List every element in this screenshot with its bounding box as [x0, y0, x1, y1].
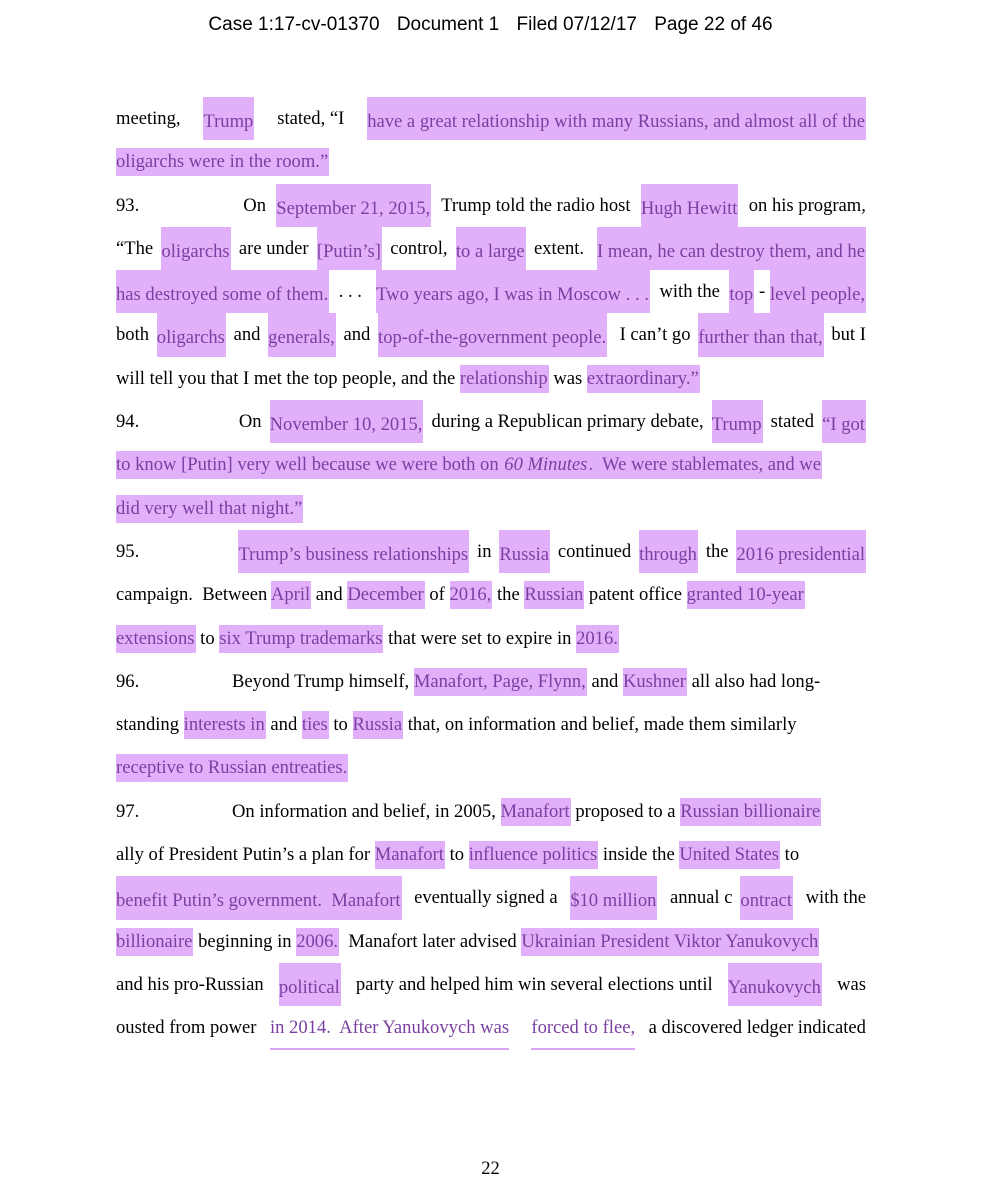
text-line [116, 270, 866, 313]
text-line [116, 530, 866, 573]
text-segment: a discovered ledger indicated [643, 1017, 866, 1039]
text-segment: on his program, [744, 194, 866, 216]
indent-spacer [179, 184, 238, 227]
text-line [116, 227, 866, 270]
page-number: 22 [481, 1158, 500, 1179]
text-line [116, 963, 866, 1006]
highlighted-text: ties [302, 711, 329, 739]
text-segment: will tell you that I met the top people, and the [116, 367, 460, 389]
text-segment: I can’t go [610, 324, 696, 346]
text-line [116, 443, 866, 486]
underlined-text: forced to flee, [531, 1006, 635, 1049]
text-segment: inside the [598, 844, 680, 866]
text-segment: campaign. Between [116, 584, 271, 606]
text-segment: control, [385, 237, 453, 259]
text-segment: Beyond Trump himself, [232, 670, 414, 692]
highlighted-text: Russian [524, 581, 584, 609]
text-segment: meeting, [116, 108, 186, 129]
paragraph-number: 97. [116, 800, 140, 822]
highlighted-text: receptive to Russian entreaties. [116, 754, 348, 782]
highlighted-text: Trump [203, 97, 254, 140]
highlighted-text: billionaire [116, 928, 193, 956]
text-segment: - [758, 281, 766, 303]
text-line [116, 660, 866, 703]
text-line [116, 833, 866, 876]
text-line [116, 573, 866, 616]
text-line [116, 313, 866, 356]
highlighted-text: oligarchs were in the room.” [116, 148, 329, 176]
text-segment: and [586, 670, 623, 692]
text-segment: was [832, 973, 866, 995]
text-segment: are under [234, 237, 314, 259]
highlighted-text: through [639, 530, 698, 573]
indent-spacer [176, 400, 235, 443]
highlighted-text: generals, [268, 313, 336, 356]
document-number: Document 1 [396, 14, 500, 35]
text-line [116, 617, 866, 660]
text-segment: party and helped him win several elections until [351, 973, 718, 995]
text-segment: eventually signed a [409, 887, 563, 909]
text-line [116, 357, 866, 400]
highlighted-text: oligarchs [161, 227, 230, 270]
highlighted-text: Trump [712, 400, 763, 443]
highlighted-text: “I got [822, 400, 866, 443]
highlighted-text: top-of-the-government people. [378, 313, 607, 356]
highlighted-text: extraordinary.” [587, 365, 700, 393]
highlighted-text: top [729, 270, 754, 313]
highlighted-text: September 21, 2015, [276, 184, 431, 227]
highlighted-text: November 10, 2015, [270, 400, 424, 443]
text-segment: beginning in [193, 930, 297, 952]
text-line [116, 487, 866, 530]
text-segment: the [701, 540, 734, 562]
text-segment: and [311, 584, 348, 606]
text-segment: extent. [529, 237, 594, 259]
highlighted-text: Manafort [501, 798, 571, 826]
highlighted-text: 2006. [296, 928, 339, 956]
text-segment: during a Republican primary debate, [426, 411, 709, 433]
highlighted-text: Hugh Hewitt [641, 184, 739, 227]
text-segment: stated, “I [272, 108, 349, 129]
highlighted-text: level people, [770, 270, 866, 313]
highlighted-text: interests in [184, 711, 266, 739]
text-segment: all also had long- [686, 670, 821, 692]
highlighted-text: Manafort, Page, Flynn, [414, 668, 587, 696]
highlighted-text: 60 Minutes [504, 451, 588, 479]
text-segment [518, 1006, 523, 1049]
underlined-text: in 2014. After Yanukovych was [270, 1006, 509, 1049]
text-segment: that, on information and belief, made them similarly [403, 714, 797, 736]
highlighted-text: oligarchs [157, 313, 226, 356]
highlighted-text: influence politics [469, 841, 599, 869]
highlighted-text: [Putin’s] [317, 227, 382, 270]
text-line [116, 97, 866, 140]
text-segment: and [228, 324, 266, 346]
text-segment: to [195, 627, 220, 649]
text-segment: On [243, 194, 271, 216]
highlighted-text: $10 million [570, 876, 657, 919]
text-segment: was [548, 367, 587, 389]
text-segment: with the [800, 887, 866, 909]
text-segment: of [424, 584, 450, 606]
text-segment: ousted from power [116, 1017, 262, 1039]
text-segment: On [238, 411, 267, 433]
highlighted-text: 2016, [450, 581, 493, 609]
text-segment: to [780, 844, 800, 866]
text-segment: both [116, 324, 154, 346]
highlighted-text: to know [Putin] very well because we were both on [116, 451, 504, 479]
highlighted-text: Russia [353, 711, 404, 739]
paragraph-number: 95. [116, 540, 140, 562]
text-segment: stated [766, 411, 819, 433]
highlighted-text: . We were stablemates, and we [588, 451, 822, 479]
text-segment: the [492, 584, 525, 606]
page-indicator: Page 22 of 46 [654, 14, 773, 35]
text-segment: “The [116, 237, 158, 259]
text-line [116, 790, 866, 833]
text-segment: Trump told the radio host [436, 194, 636, 216]
text-line [116, 746, 866, 789]
case-header [0, 14, 981, 36]
highlighted-text: Russia [499, 530, 550, 573]
highlighted-text: further than that, [698, 313, 823, 356]
text-segment: and [338, 324, 375, 346]
highlighted-text: extensions [116, 625, 196, 653]
highlighted-text: I mean, he can destroy them, and he [597, 227, 866, 270]
paragraph-number: 94. [116, 411, 140, 433]
text-line [116, 184, 866, 227]
highlighted-text: Manafort [375, 841, 445, 869]
text-segment: patent office [584, 584, 687, 606]
case-number: Case 1:17-cv-01370 [208, 14, 380, 35]
highlighted-text: six Trump trademarks [219, 625, 383, 653]
highlighted-text: 2016. [576, 625, 619, 653]
highlighted-text: has destroyed some of them. [116, 270, 329, 313]
document-body [116, 97, 866, 1050]
highlighted-text: Trump’s business relationships [238, 530, 469, 573]
text-segment: proposed to a [570, 800, 681, 822]
text-segment: On information and belief, in 2005, [232, 800, 501, 822]
text-segment: in [472, 540, 497, 562]
paragraph-number: 96. [116, 670, 140, 692]
text-segment: . . . [334, 281, 372, 303]
highlighted-text: relationship [460, 365, 549, 393]
highlighted-text: 2016 presidential [736, 530, 866, 573]
indent-spacer [176, 530, 235, 573]
highlighted-text: to a large [456, 227, 526, 270]
highlighted-text: political [279, 963, 341, 1006]
text-segment: that were set to expire in [383, 627, 577, 649]
highlighted-text: did very well that night.” [116, 495, 303, 523]
text-segment: with the [654, 281, 725, 303]
highlighted-text: have a great relationship with many Russians, and almost all of the [367, 97, 866, 140]
highlighted-text: United States [679, 841, 780, 869]
highlighted-text: Ukrainian President Viktor Yanukovych [521, 928, 819, 956]
highlighted-text: December [347, 581, 424, 609]
text-line [116, 400, 866, 443]
text-line [116, 703, 866, 746]
highlighted-text: Two years ago, I was in Moscow . . . [376, 270, 650, 313]
filed-date: Filed 07/12/17 [516, 14, 637, 35]
text-line [116, 876, 866, 919]
text-line [116, 140, 866, 183]
highlighted-text: April [271, 581, 311, 609]
text-segment: and his pro-Russian [116, 973, 269, 995]
highlighted-text: ontract [740, 876, 793, 919]
text-line [116, 1006, 866, 1049]
text-segment: ally of President Putin’s a plan for [116, 844, 375, 866]
text-segment: annual c [665, 887, 733, 909]
highlighted-text: Kushner [623, 668, 687, 696]
highlighted-text: granted 10-year [687, 581, 805, 609]
text-segment: to [328, 714, 353, 736]
highlighted-text: benefit Putin’s government. Manafort [116, 876, 402, 919]
text-segment: to [444, 844, 469, 866]
highlighted-text: Yanukovych [728, 963, 822, 1006]
text-segment: standing [116, 714, 184, 736]
text-line [116, 920, 866, 963]
text-segment: and [265, 714, 302, 736]
highlighted-text: Russian billionaire [680, 798, 821, 826]
text-segment: but I [826, 324, 866, 346]
paragraph-number: 93. [116, 194, 140, 216]
text-segment: Manafort later advised [339, 930, 522, 952]
text-segment: continued [553, 540, 636, 562]
